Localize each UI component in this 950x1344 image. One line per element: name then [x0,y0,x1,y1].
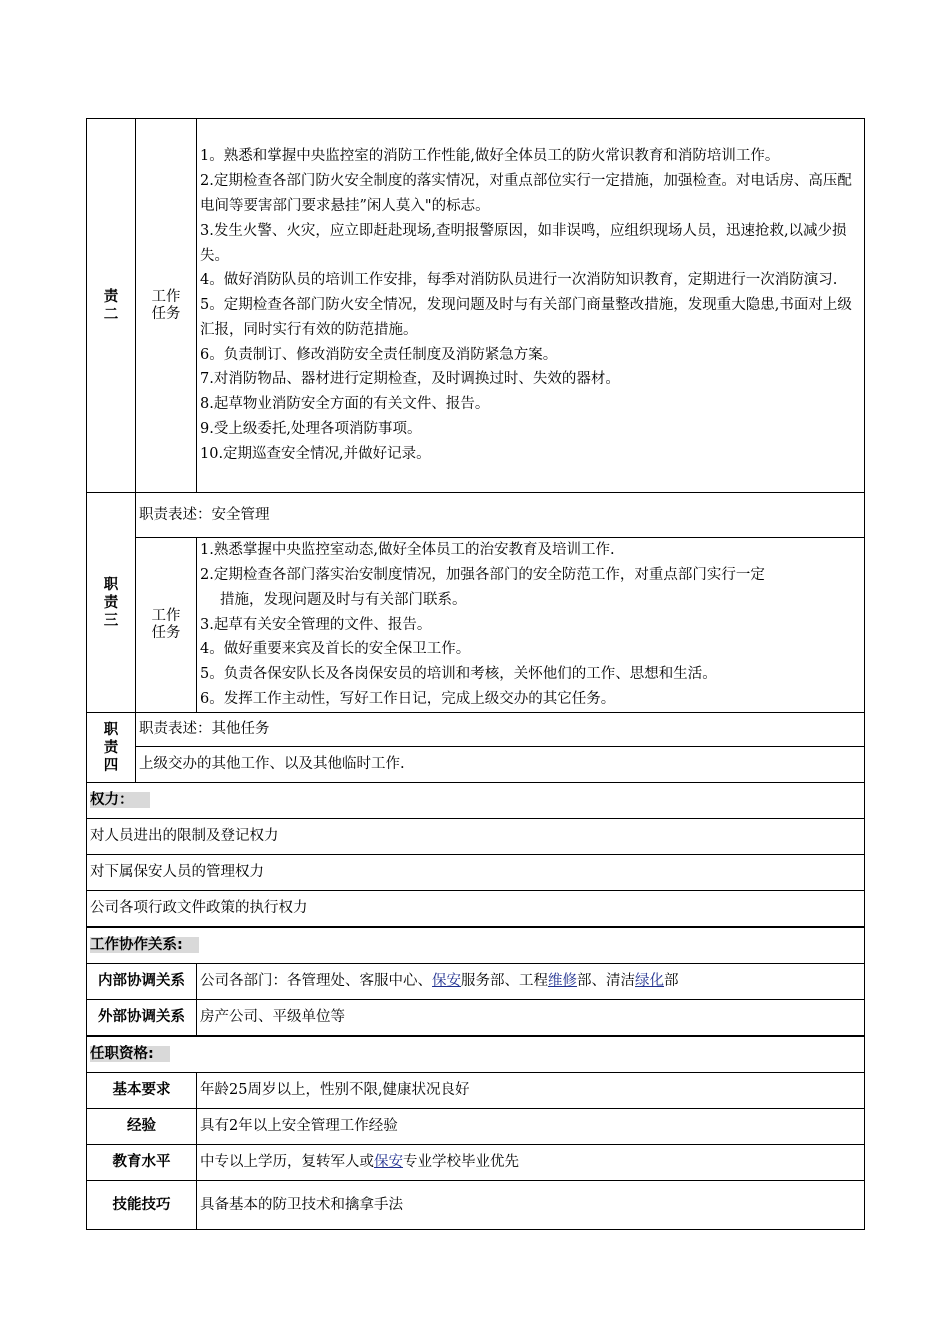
security-link[interactable]: 保安 [374,1154,403,1170]
duty2-task-item: 5。定期检查各部门防火安全情况，发现问题及时与有关部门商量整改措施，发现重大隐患,书面对上级汇报，同时实行有效的防范措施。 [200,297,852,338]
internal-relations-label: 内部协调关系 [87,964,197,1000]
duty4-statement-row [87,713,865,747]
education-value [197,1145,865,1181]
duty3-task-item: 3.起草有关安全管理的文件、报告。 [200,616,432,633]
power-item: 公司各项行政文件政策的执行权力 [87,891,865,928]
internal-relations-text: 部、清洁 [577,973,635,989]
duty2-label-char-1: 责 [103,288,119,305]
power-heading-row [87,783,865,819]
experience-value: 具有2年以上安全管理工作经验 [197,1109,865,1145]
duty4-task-row [87,747,865,783]
skills-label: 技能技巧 [87,1181,197,1230]
internal-relations-value [197,964,865,1000]
duty2-task-item: 2.定期检查各部门防火安全制度的落实情况，对重点部位实行一定措施，加强检查。对电话房、高压配电间等要害部门要求悬挂”闲人莫入"的标志。 [200,173,852,214]
power-item-row [87,819,865,855]
duty4-statement: 职责表述：其他任务 [136,713,865,747]
power-item: 对下属保安人员的管理权力 [87,855,865,891]
duty3-task-item: 5。负责各保安队长及各岗保安员的培训和考核，关怀他们的工作、思想和生活。 [200,666,717,683]
internal-relations-text: 服务部、工程 [461,973,548,989]
security-link[interactable]: 保安 [432,973,461,989]
power-item-row [87,891,865,928]
duty3-label-char-1: 职 [103,576,119,593]
internal-relations-text: 部 [664,973,679,989]
duty2-task-item: 1。熟悉和掌握中央监控室的消防工作性能,做好全体员工的防火常识教育和消防培训工作。 [200,148,780,165]
skills-value: 具备基本的防卫技术和擒拿手法 [197,1181,865,1230]
duty2-task-item: 8.起草物业消防安全方面的有关文件、报告。 [200,396,490,413]
relations-heading-text: 工作协作关系: [90,937,199,953]
duty4-label-char-2: 责 [103,739,119,756]
basic-requirements-row [87,1073,865,1109]
duty2-task-item: 6。负责制订、修改消防安全责任制度及消防紧急方案。 [200,346,558,363]
duty2-task-label-line-1: 工作 [151,288,181,305]
duty2-task-item: 7.对消防物品、器材进行定期检查，及时调换过时、失效的器材。 [200,371,620,388]
power-item-row [87,855,865,891]
external-relations-row [87,1000,865,1037]
duty2-task-list [197,119,865,493]
maintenance-link[interactable]: 维修 [548,973,577,989]
duty2-task-item: 3.发生火警、火灾，应立即赶赴现场,查明报警原因，如非误鸣，应组织现场人员，迅速抢救,以减少损失。 [200,222,847,264]
relations-heading [87,927,865,964]
duty3-task-label-line-2: 任务 [151,625,181,641]
duty2-task-label-line-2: 任务 [151,305,181,322]
education-text: 中专以上学历，复转军人或 [200,1154,374,1170]
duty3-task-list [197,538,865,713]
duty2-label-char-2: 二 [103,306,119,323]
qualifications-heading [87,1036,865,1073]
duty3-task-item: 1.熟悉掌握中央监控室动态,做好全体员工的治安教育及培训工作. [200,542,615,559]
duty3-label-char-2: 责 [103,594,119,611]
duty2-task-item: 10.定期巡查安全情况,并做好记录。 [200,445,431,462]
duty4-label [87,713,136,783]
external-relations-value: 房产公司、平级单位等 [197,1000,865,1037]
duty3-label-char-3: 三 [103,612,119,629]
duty3-task-item: 4。做好重要来宾及首长的安全保卫工作。 [200,641,471,658]
duty4-label-char-1: 职 [103,721,119,738]
power-heading-text: 权力： [90,792,150,808]
experience-label: 经验 [87,1109,197,1145]
basic-requirements-value: 年龄25周岁以上，性别不限,健康状况良好 [197,1073,865,1109]
duty3-statement: 职责表述：安全管理 [136,493,865,538]
job-description-table [86,118,865,1230]
duty3-task-label [136,538,197,713]
duty2-row [87,119,865,493]
education-label: 教育水平 [87,1145,197,1181]
power-heading [87,783,865,819]
internal-relations-row [87,964,865,1000]
duty3-task-item: 6。发挥工作主动性，写好工作日记，完成上级交办的其它任务。 [200,690,616,707]
skills-row [87,1181,865,1230]
duty2-task-item: 4。做好消防队员的培训工作安排，每季对消防队员进行一次消防知识教育，定期进行一次消防演习. [200,272,838,289]
education-row [87,1145,865,1181]
qualifications-heading-row [87,1036,865,1073]
experience-row [87,1109,865,1145]
duty3-statement-row [87,493,865,538]
job-description-page [86,118,864,1230]
duty3-tasks-row [87,538,865,713]
duty2-label [87,119,136,493]
duty3-task-item: 2.定期检查各部门落实治安制度情况，加强各部门的安全防范工作，对重点部门实行一定 [200,567,765,583]
duty4-label-char-3: 四 [103,757,119,774]
duty4-task: 上级交办的其他工作、以及其他临时工作. [136,747,865,783]
education-text: 专业学校毕业优先 [403,1154,519,1170]
duty2-task-label [136,119,197,493]
relations-heading-row [87,927,865,964]
greening-link[interactable]: 绿化 [635,973,664,989]
duty2-task-item: 9.受上级委托,处理各项消防事项。 [200,421,422,438]
external-relations-label: 外部协调关系 [87,1000,197,1037]
power-item: 对人员进出的限制及登记权力 [87,819,865,855]
duty3-task-item-continued: 措施，发现问题及时与有关部门联系。 [220,591,467,608]
duty3-task-label-line-1: 工作 [151,608,181,624]
internal-relations-text: 公司各部门：各管理处、客服中心、 [200,973,432,989]
qualifications-heading-text: 任职资格: [90,1046,170,1062]
duty3-label [87,493,136,713]
basic-requirements-label: 基本要求 [87,1073,197,1109]
